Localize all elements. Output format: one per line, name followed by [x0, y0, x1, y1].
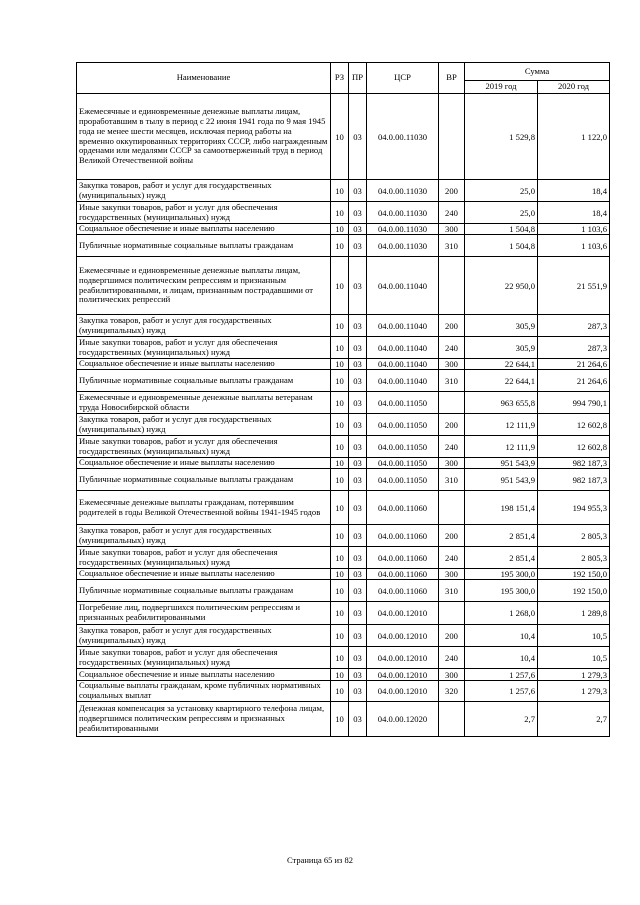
table-row — [77, 458, 610, 469]
cell-vr — [439, 94, 465, 180]
cell-csr: 04.0.00.11040 — [367, 359, 439, 370]
table-row — [77, 235, 610, 257]
table-row — [77, 681, 610, 702]
cell-vr: 300 — [439, 359, 465, 370]
cell-vr: 310 — [439, 235, 465, 257]
cell-pr: 03 — [349, 414, 367, 436]
cell-2019: 195 300,0 — [465, 580, 538, 602]
cell-rz: 10 — [331, 569, 349, 580]
cell-2020: 994 790,1 — [538, 392, 610, 414]
cell-pr: 03 — [349, 547, 367, 569]
cell-csr: 04.0.00.11040 — [367, 257, 439, 315]
cell-vr: 300 — [439, 458, 465, 469]
table-row — [77, 491, 610, 525]
cell-2019: 2 851,4 — [465, 547, 538, 569]
cell-pr: 03 — [349, 469, 367, 491]
cell-2019: 25,0 — [465, 180, 538, 202]
cell-name: Иные закупки товаров, работ и услуг для обеспечения государственных (муниципальных) нужд — [77, 436, 331, 458]
cell-2019: 10,4 — [465, 625, 538, 647]
cell-csr: 04.0.00.11050 — [367, 458, 439, 469]
cell-2019: 22 950,0 — [465, 257, 538, 315]
cell-name: Ежемесячные денежные выплаты гражданам, потерявшим родителей в годы Великой Отечественной войны 1941-1945 годов — [77, 491, 331, 525]
cell-vr: 200 — [439, 180, 465, 202]
table-row — [77, 414, 610, 436]
cell-csr: 04.0.00.11060 — [367, 547, 439, 569]
cell-rz: 10 — [331, 681, 349, 702]
table-row — [77, 392, 610, 414]
cell-pr: 03 — [349, 224, 367, 235]
cell-csr: 04.0.00.12010 — [367, 602, 439, 625]
cell-rz: 10 — [331, 580, 349, 602]
cell-2019: 198 151,4 — [465, 491, 538, 525]
cell-csr: 04.0.00.12010 — [367, 681, 439, 702]
cell-2020: 2,7 — [538, 702, 610, 737]
cell-name: Публичные нормативные социальные выплаты гражданам — [77, 469, 331, 491]
cell-2020: 21 264,6 — [538, 370, 610, 392]
cell-csr: 04.0.00.11060 — [367, 569, 439, 580]
cell-pr: 03 — [349, 315, 367, 337]
cell-2019: 963 655,8 — [465, 392, 538, 414]
cell-name: Закупка товаров, работ и услуг для государственных (муниципальных) нужд — [77, 525, 331, 547]
cell-vr: 300 — [439, 569, 465, 580]
cell-pr: 03 — [349, 702, 367, 737]
cell-rz: 10 — [331, 625, 349, 647]
cell-csr: 04.0.00.11050 — [367, 392, 439, 414]
cell-2019: 305,9 — [465, 337, 538, 359]
cell-name: Закупка товаров, работ и услуг для государственных (муниципальных) нужд — [77, 180, 331, 202]
cell-2019: 1 504,8 — [465, 224, 538, 235]
cell-2020: 12 602,8 — [538, 414, 610, 436]
cell-2019: 1 268,0 — [465, 602, 538, 625]
cell-vr: 200 — [439, 414, 465, 436]
header-vr: ВР — [439, 63, 465, 94]
cell-2020: 194 955,3 — [538, 491, 610, 525]
table-row — [77, 569, 610, 580]
cell-rz: 10 — [331, 235, 349, 257]
cell-vr — [439, 392, 465, 414]
cell-2019: 195 300,0 — [465, 569, 538, 580]
cell-2019: 25,0 — [465, 202, 538, 224]
table-row — [77, 202, 610, 224]
table-row — [77, 469, 610, 491]
cell-2020: 12 602,8 — [538, 436, 610, 458]
cell-rz: 10 — [331, 257, 349, 315]
cell-csr: 04.0.00.11030 — [367, 180, 439, 202]
cell-2020: 982 187,3 — [538, 458, 610, 469]
table-row — [77, 315, 610, 337]
cell-2020: 192 150,0 — [538, 580, 610, 602]
cell-pr: 03 — [349, 235, 367, 257]
cell-rz: 10 — [331, 436, 349, 458]
cell-name: Иные закупки товаров, работ и услуг для обеспечения государственных (муниципальных) нужд — [77, 337, 331, 359]
cell-vr: 300 — [439, 224, 465, 235]
cell-rz: 10 — [331, 337, 349, 359]
table-row — [77, 647, 610, 669]
cell-vr: 240 — [439, 436, 465, 458]
cell-2019: 1 529,8 — [465, 94, 538, 180]
cell-csr: 04.0.00.11050 — [367, 414, 439, 436]
cell-pr: 03 — [349, 94, 367, 180]
cell-vr: 240 — [439, 647, 465, 669]
table-row — [77, 602, 610, 625]
cell-2020: 21 264,6 — [538, 359, 610, 370]
cell-pr: 03 — [349, 580, 367, 602]
cell-vr: 200 — [439, 315, 465, 337]
cell-vr: 200 — [439, 525, 465, 547]
cell-pr: 03 — [349, 180, 367, 202]
cell-2020: 287,3 — [538, 315, 610, 337]
cell-rz: 10 — [331, 669, 349, 681]
cell-name: Социальное обеспечение и иные выплаты населению — [77, 569, 331, 580]
cell-name: Ежемесячные и единовременные денежные выплаты лицам, подвергшимся политическим репрессиям и признанным реабилитированными, и лицам, признанным пострадавшими от политических репрессий — [77, 257, 331, 315]
cell-pr: 03 — [349, 458, 367, 469]
cell-name: Иные закупки товаров, работ и услуг для обеспечения государственных (муниципальных) нужд — [77, 647, 331, 669]
cell-csr: 04.0.00.12010 — [367, 625, 439, 647]
cell-name: Денежная компенсация за установку квартирного телефона лицам, подвергшимся политическим репрессиям и признанных реабилитированными — [77, 702, 331, 737]
cell-vr — [439, 602, 465, 625]
cell-csr: 04.0.00.12010 — [367, 647, 439, 669]
table-row — [77, 359, 610, 370]
table-row — [77, 702, 610, 737]
cell-pr: 03 — [349, 625, 367, 647]
cell-pr: 03 — [349, 337, 367, 359]
cell-name: Иные закупки товаров, работ и услуг для обеспечения государственных (муниципальных) нужд — [77, 547, 331, 569]
cell-csr: 04.0.00.11030 — [367, 202, 439, 224]
cell-name: Публичные нормативные социальные выплаты гражданам — [77, 580, 331, 602]
cell-rz: 10 — [331, 458, 349, 469]
cell-vr: 320 — [439, 681, 465, 702]
cell-rz: 10 — [331, 647, 349, 669]
cell-2019: 951 543,9 — [465, 458, 538, 469]
cell-rz: 10 — [331, 469, 349, 491]
cell-name: Социальные выплаты гражданам, кроме публичных нормативных социальных выплат — [77, 681, 331, 702]
cell-rz: 10 — [331, 702, 349, 737]
cell-vr: 300 — [439, 669, 465, 681]
table-row — [77, 337, 610, 359]
table-row — [77, 257, 610, 315]
cell-2020: 1 279,3 — [538, 681, 610, 702]
header-year-2020: 2020 год — [538, 81, 610, 94]
header-pr: ПР — [349, 63, 367, 94]
table-row — [77, 669, 610, 681]
cell-rz: 10 — [331, 180, 349, 202]
cell-rz: 10 — [331, 315, 349, 337]
cell-2020: 1 279,3 — [538, 669, 610, 681]
cell-rz: 10 — [331, 547, 349, 569]
table-row — [77, 224, 610, 235]
cell-csr: 04.0.00.11050 — [367, 436, 439, 458]
cell-csr: 04.0.00.11040 — [367, 370, 439, 392]
cell-2020: 1 103,6 — [538, 235, 610, 257]
cell-rz: 10 — [331, 414, 349, 436]
cell-vr: 310 — [439, 370, 465, 392]
cell-pr: 03 — [349, 202, 367, 224]
cell-rz: 10 — [331, 359, 349, 370]
cell-2019: 22 644,1 — [465, 359, 538, 370]
cell-name: Публичные нормативные социальные выплаты гражданам — [77, 370, 331, 392]
cell-pr: 03 — [349, 647, 367, 669]
cell-rz: 10 — [331, 491, 349, 525]
cell-2020: 1 289,8 — [538, 602, 610, 625]
cell-pr: 03 — [349, 370, 367, 392]
cell-name: Социальное обеспечение и иные выплаты населению — [77, 458, 331, 469]
table-row — [77, 580, 610, 602]
table-row — [77, 547, 610, 569]
cell-name: Социальное обеспечение и иные выплаты населению — [77, 224, 331, 235]
cell-2019: 12 111,9 — [465, 436, 538, 458]
cell-csr: 04.0.00.12020 — [367, 702, 439, 737]
cell-name: Закупка товаров, работ и услуг для государственных (муниципальных) нужд — [77, 315, 331, 337]
cell-pr: 03 — [349, 669, 367, 681]
cell-vr — [439, 491, 465, 525]
cell-pr: 03 — [349, 681, 367, 702]
cell-2019: 10,4 — [465, 647, 538, 669]
cell-csr: 04.0.00.11040 — [367, 337, 439, 359]
cell-csr: 04.0.00.11060 — [367, 525, 439, 547]
cell-2019: 2,7 — [465, 702, 538, 737]
cell-2020: 982 187,3 — [538, 469, 610, 491]
cell-2020: 18,4 — [538, 202, 610, 224]
cell-2019: 2 851,4 — [465, 525, 538, 547]
cell-vr — [439, 702, 465, 737]
table-row — [77, 525, 610, 547]
cell-pr: 03 — [349, 392, 367, 414]
cell-pr: 03 — [349, 359, 367, 370]
cell-2019: 305,9 — [465, 315, 538, 337]
cell-rz: 10 — [331, 202, 349, 224]
header-rz: РЗ — [331, 63, 349, 94]
table-body — [77, 94, 610, 737]
cell-csr: 04.0.00.11030 — [367, 235, 439, 257]
cell-csr: 04.0.00.11030 — [367, 224, 439, 235]
cell-rz: 10 — [331, 525, 349, 547]
cell-name: Закупка товаров, работ и услуг для государственных (муниципальных) нужд — [77, 625, 331, 647]
cell-name: Публичные нормативные социальные выплаты гражданам — [77, 235, 331, 257]
cell-pr: 03 — [349, 525, 367, 547]
cell-vr: 240 — [439, 337, 465, 359]
cell-2019: 1 257,6 — [465, 681, 538, 702]
cell-2020: 10,5 — [538, 647, 610, 669]
cell-rz: 10 — [331, 602, 349, 625]
cell-2020: 21 551,9 — [538, 257, 610, 315]
cell-pr: 03 — [349, 491, 367, 525]
table-row — [77, 625, 610, 647]
cell-2019: 951 543,9 — [465, 469, 538, 491]
cell-2020: 2 805,3 — [538, 547, 610, 569]
cell-csr: 04.0.00.11060 — [367, 580, 439, 602]
cell-name: Иные закупки товаров, работ и услуг для обеспечения государственных (муниципальных) нужд — [77, 202, 331, 224]
header-year-2019: 2019 год — [465, 81, 538, 94]
cell-2020: 10,5 — [538, 625, 610, 647]
cell-2020: 1 122,0 — [538, 94, 610, 180]
cell-pr: 03 — [349, 436, 367, 458]
cell-rz: 10 — [331, 392, 349, 414]
cell-csr: 04.0.00.11030 — [367, 94, 439, 180]
cell-2019: 22 644,1 — [465, 370, 538, 392]
cell-vr: 240 — [439, 547, 465, 569]
header-csr: ЦСР — [367, 63, 439, 94]
cell-2020: 1 103,6 — [538, 224, 610, 235]
cell-rz: 10 — [331, 224, 349, 235]
cell-pr: 03 — [349, 569, 367, 580]
cell-vr: 240 — [439, 202, 465, 224]
cell-2019: 1 504,8 — [465, 235, 538, 257]
cell-rz: 10 — [331, 94, 349, 180]
header-sum: Сумма — [465, 63, 610, 81]
cell-csr: 04.0.00.12010 — [367, 669, 439, 681]
cell-2020: 287,3 — [538, 337, 610, 359]
cell-2019: 1 257,6 — [465, 669, 538, 681]
table-row — [77, 436, 610, 458]
cell-name: Ежемесячные и единовременные денежные выплаты ветеранам труда Новосибирской области — [77, 392, 331, 414]
cell-name: Погребение лиц, подвергшихся политическим репрессиям и признанных реабилитированными — [77, 602, 331, 625]
cell-pr: 03 — [349, 602, 367, 625]
cell-pr: 03 — [349, 257, 367, 315]
cell-2019: 12 111,9 — [465, 414, 538, 436]
cell-name: Социальное обеспечение и иные выплаты населению — [77, 359, 331, 370]
cell-vr: 200 — [439, 625, 465, 647]
cell-2020: 18,4 — [538, 180, 610, 202]
cell-csr: 04.0.00.11060 — [367, 491, 439, 525]
cell-vr — [439, 257, 465, 315]
budget-table — [76, 62, 610, 737]
cell-csr: 04.0.00.11050 — [367, 469, 439, 491]
cell-2020: 192 150,0 — [538, 569, 610, 580]
cell-rz: 10 — [331, 370, 349, 392]
cell-csr: 04.0.00.11040 — [367, 315, 439, 337]
header-name: Наименование — [77, 63, 331, 94]
cell-2020: 2 805,3 — [538, 525, 610, 547]
cell-vr: 310 — [439, 469, 465, 491]
cell-vr: 310 — [439, 580, 465, 602]
cell-name: Ежемесячные и единовременные денежные выплаты лицам, проработавшим в тылу в период с 22 июня 1941 года по 9 мая 1945 года не менее шести месяцев, исключая период работы на временно оккупированных территориях СССР, либо награжденным орденами или медалями СССР за самоотверженный труд в период Великой Отечественной войны — [77, 94, 331, 180]
page-number: Страница 65 из 82 — [286, 855, 354, 865]
cell-name: Закупка товаров, работ и услуг для государственных (муниципальных) нужд — [77, 414, 331, 436]
table-row — [77, 94, 610, 180]
table-row — [77, 180, 610, 202]
cell-name: Социальное обеспечение и иные выплаты населению — [77, 669, 331, 681]
table-row — [77, 370, 610, 392]
